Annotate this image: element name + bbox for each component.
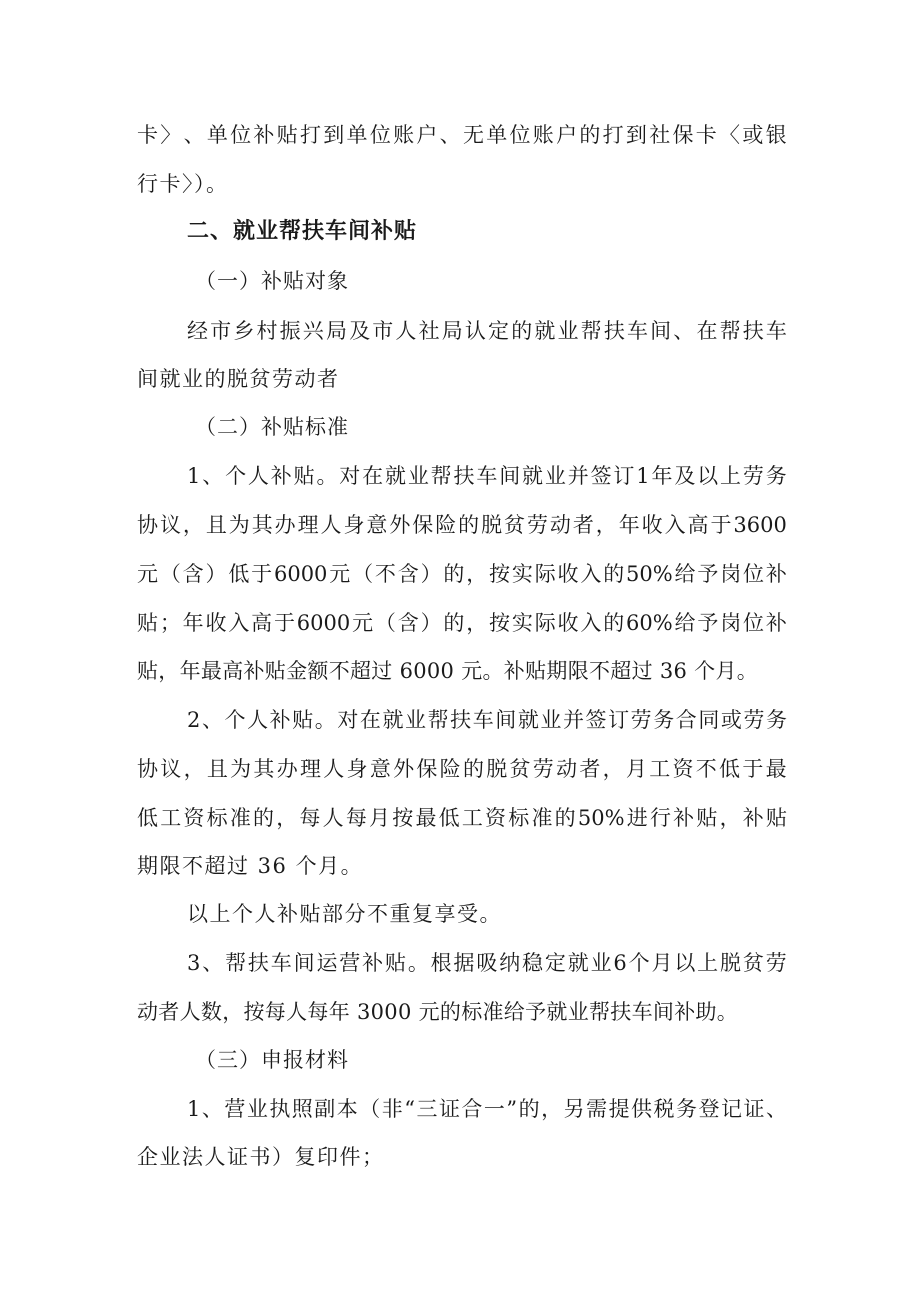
paragraph-line: 卡 〉 、 单 位 补 贴 打 到 单 位 账 户 、 无 单 位 账 户 的 打 到 社 保 卡 〈 或 银	[137, 123, 787, 147]
paragraph-line: 企业法人证书）复印件；	[137, 1145, 385, 1169]
paragraph-line: 协 议 ， 且 为 其 办 理 人 身 意 外 保 险 的 脱 贫 劳 动 者 ， 月 工 资 不 低 于 最	[137, 757, 787, 781]
paragraph-line: 动者人数，按每人每年 3000 元的标准给予就业帮扶车间补助。	[137, 1000, 739, 1024]
paragraph-line: 以上个人补贴部分不重复享受。	[187, 902, 502, 926]
subsection-heading: （三）申报材料	[195, 1048, 349, 1072]
paragraph-line: 1 、 营 业 执 照 副 本 （ 非 “ 三 证 合 一 ” 的 ， 另 需 提 供 税 务 登 记 证 、	[187, 1097, 787, 1121]
paragraph-line: 低 工 资 标 准 的 ， 每 人 每 月 按 最 低 工 资 标 准 的 50% 进 行 补 贴 ， 补 贴	[137, 806, 787, 830]
paragraph-line: 协 议 ， 且 为 其 办 理 人 身 意 外 保 险 的 脱 贫 劳 动 者 ， 年 收 入 高 于 3600	[137, 513, 787, 537]
paragraph-line: 2 、 个 人 补 贴 。 对 在 就 业 帮 扶 车 间 就 业 并 签 订 劳 务 合 同 或 劳 务	[187, 708, 787, 732]
paragraph-line: 经 市 乡 村 振 兴 局 及 市 人 社 局 认 定 的 就 业 帮 扶 车 间 、 在 帮 扶 车	[187, 319, 787, 343]
paragraph-line: 3 、 帮 扶 车 间 运 营 补 贴 。 根 据 吸 纳 稳 定 就 业 6 个 月 以 上 脱 贫 劳	[187, 951, 787, 975]
paragraph-line: 贴，年最高补贴金额不超过 6000 元。补贴期限不超过 36 个月。	[137, 659, 759, 683]
section-heading: 二、就业帮扶车间补贴	[187, 219, 418, 244]
subsection-heading: （二）补贴标准	[195, 415, 349, 439]
paragraph-line: 期限不超过 36 个月。	[137, 854, 364, 878]
subsection-heading: （一）补贴对象	[195, 269, 349, 293]
paragraph-line: 1 、 个 人 补 贴 。 对 在 就 业 帮 扶 车 间 就 业 并 签 订 1 年 及 以 上 劳 务	[187, 464, 787, 488]
paragraph-line: 元 （ 含 ） 低 于 6000 元 （ 不 含 ） 的 ， 按 实 际 收 入 的 50% 给 予 岗 位 补	[137, 562, 787, 586]
paragraph-line: 行卡〉）。	[137, 172, 229, 196]
paragraph-line: 间就业的脱贫劳动者	[137, 367, 340, 391]
paragraph-line: 贴 ； 年 收 入 高 于 6000 元 （ 含 ） 的 ， 按 实 际 收 入 的 60% 给 予 岗 位 补	[137, 611, 787, 635]
